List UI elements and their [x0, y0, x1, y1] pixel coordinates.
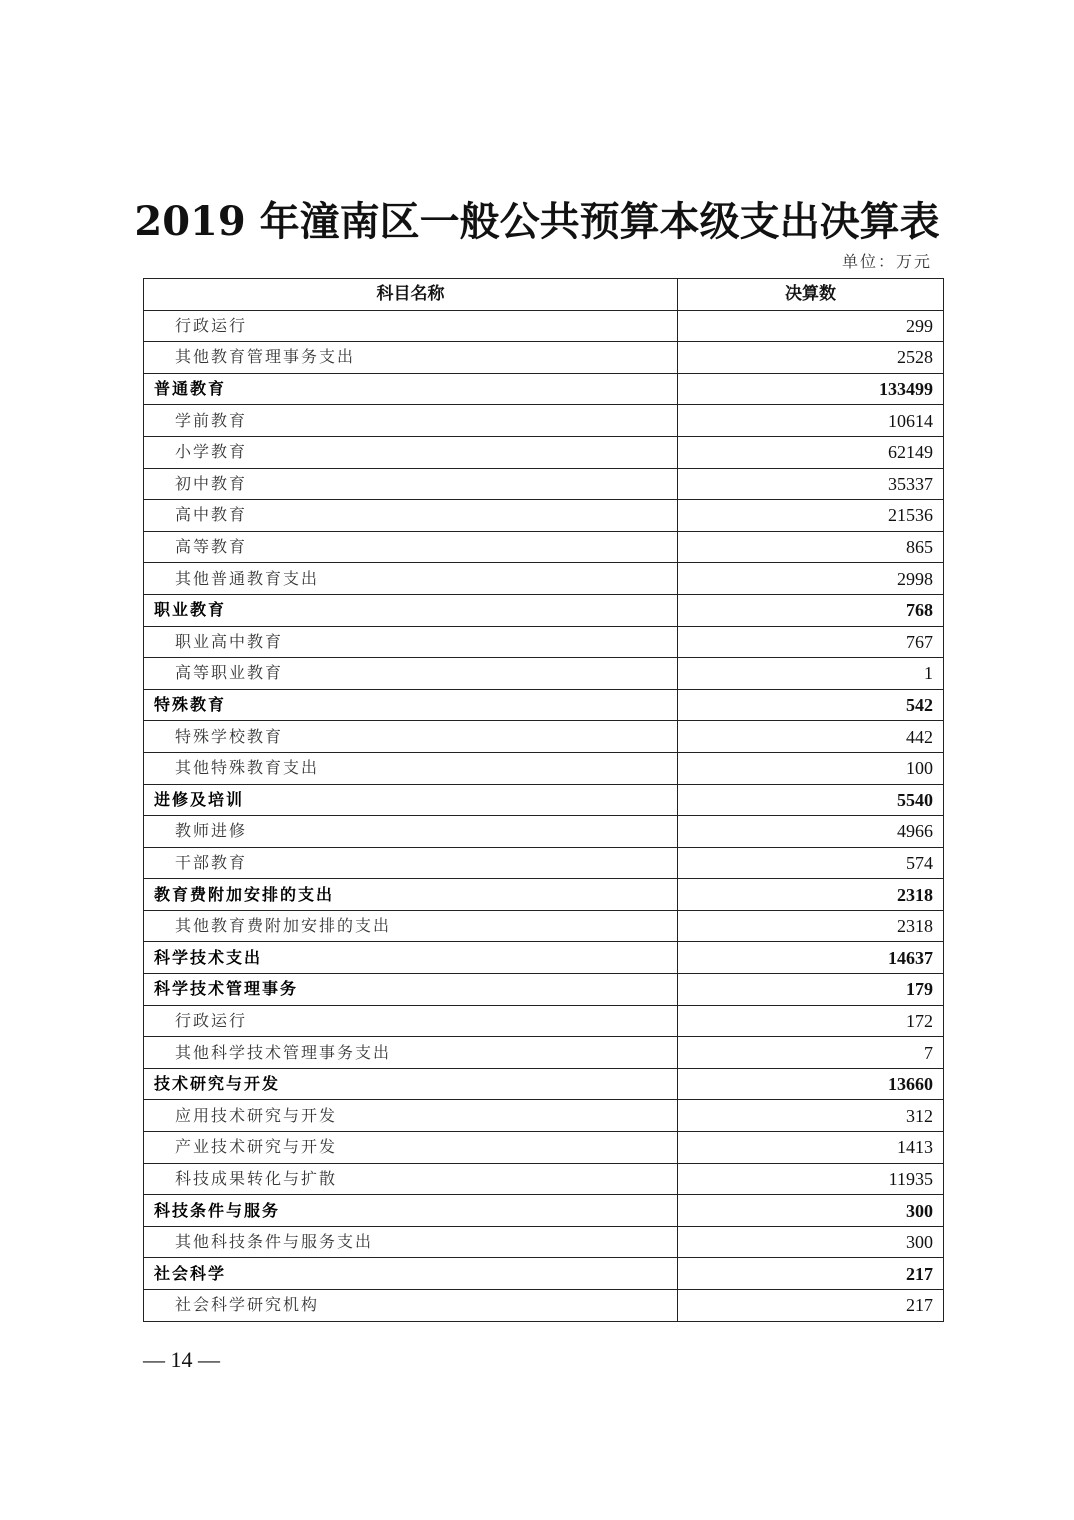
table-row — [144, 721, 944, 753]
table-row — [144, 310, 944, 342]
table-row — [144, 879, 944, 911]
amount-cell: 542 — [678, 689, 944, 721]
table-row — [144, 910, 944, 942]
subject-name-cell: 科技成果转化与扩散 — [144, 1163, 678, 1195]
amount-cell: 574 — [678, 847, 944, 879]
subject-name-cell: 技术研究与开发 — [144, 1068, 678, 1100]
subject-name-cell: 其他普通教育支出 — [144, 563, 678, 595]
subject-name-cell: 其他教育费附加安排的支出 — [144, 910, 678, 942]
table-row — [144, 626, 944, 658]
amount-cell: 11935 — [678, 1163, 944, 1195]
table-row — [144, 816, 944, 848]
amount-cell: 2998 — [678, 563, 944, 595]
budget-table — [143, 278, 944, 1322]
subject-name-cell: 进修及培训 — [144, 784, 678, 816]
table-row — [144, 531, 944, 563]
subject-name-cell: 社会科学 — [144, 1258, 678, 1290]
page-title: 2019 年潼南区一般公共预算本级支出决算表 — [134, 198, 940, 245]
table-row — [144, 1100, 944, 1132]
table-row — [144, 1132, 944, 1164]
table-row — [144, 373, 944, 405]
table-row — [144, 752, 944, 784]
subject-name-cell: 社会科学研究机构 — [144, 1290, 678, 1322]
amount-cell: 10614 — [678, 405, 944, 437]
table-row — [144, 594, 944, 626]
amount-cell: 2318 — [678, 910, 944, 942]
column-header-subject: 科目名称 — [144, 279, 678, 311]
table-row — [144, 658, 944, 690]
amount-cell: 2318 — [678, 879, 944, 911]
amount-cell: 217 — [678, 1258, 944, 1290]
amount-cell: 179 — [678, 974, 944, 1006]
table-header-row — [144, 279, 944, 311]
amount-cell: 100 — [678, 752, 944, 784]
amount-cell: 767 — [678, 626, 944, 658]
table-row — [144, 405, 944, 437]
subject-name-cell: 高等教育 — [144, 531, 678, 563]
column-header-amount: 决算数 — [678, 279, 944, 311]
subject-name-cell: 特殊教育 — [144, 689, 678, 721]
amount-cell: 13660 — [678, 1068, 944, 1100]
amount-cell: 14637 — [678, 942, 944, 974]
amount-cell: 768 — [678, 594, 944, 626]
subject-name-cell: 行政运行 — [144, 1005, 678, 1037]
table-row — [144, 974, 944, 1006]
table-row — [144, 1163, 944, 1195]
subject-name-cell: 教师进修 — [144, 816, 678, 848]
subject-name-cell: 其他特殊教育支出 — [144, 752, 678, 784]
subject-name-cell: 应用技术研究与开发 — [144, 1100, 678, 1132]
subject-name-cell: 初中教育 — [144, 468, 678, 500]
table-row — [144, 563, 944, 595]
subject-name-cell: 其他教育管理事务支出 — [144, 342, 678, 374]
amount-cell: 2528 — [678, 342, 944, 374]
amount-cell: 4966 — [678, 816, 944, 848]
table-row — [144, 784, 944, 816]
subject-name-cell: 科学技术支出 — [144, 942, 678, 974]
amount-cell: 1413 — [678, 1132, 944, 1164]
subject-name-cell: 普通教育 — [144, 373, 678, 405]
subject-name-cell: 其他科技条件与服务支出 — [144, 1226, 678, 1258]
subject-name-cell: 教育费附加安排的支出 — [144, 879, 678, 911]
subject-name-cell: 科学技术管理事务 — [144, 974, 678, 1006]
amount-cell: 35337 — [678, 468, 944, 500]
table-row — [144, 1226, 944, 1258]
amount-cell: 865 — [678, 531, 944, 563]
subject-name-cell: 高中教育 — [144, 500, 678, 532]
subject-name-cell: 小学教育 — [144, 436, 678, 468]
table-row — [144, 468, 944, 500]
subject-name-cell: 职业教育 — [144, 594, 678, 626]
subject-name-cell: 特殊学校教育 — [144, 721, 678, 753]
subject-name-cell: 产业技术研究与开发 — [144, 1132, 678, 1164]
amount-cell: 1 — [678, 658, 944, 690]
table-row — [144, 1068, 944, 1100]
subject-name-cell: 其他科学技术管理事务支出 — [144, 1037, 678, 1069]
table-row — [144, 847, 944, 879]
amount-cell: 217 — [678, 1290, 944, 1322]
subject-name-cell: 科技条件与服务 — [144, 1195, 678, 1227]
subject-name-cell: 干部教育 — [144, 847, 678, 879]
table-row — [144, 1290, 944, 1322]
table-row — [144, 1258, 944, 1290]
amount-cell: 7 — [678, 1037, 944, 1069]
table-row — [144, 1037, 944, 1069]
subject-name-cell: 行政运行 — [144, 310, 678, 342]
table-body — [144, 310, 944, 1321]
table-row — [144, 1195, 944, 1227]
table-row — [144, 500, 944, 532]
page-number: — 14 — — [143, 1347, 220, 1372]
amount-cell: 442 — [678, 721, 944, 753]
amount-cell: 133499 — [678, 373, 944, 405]
subject-name-cell: 高等职业教育 — [144, 658, 678, 690]
table-row — [144, 942, 944, 974]
amount-cell: 21536 — [678, 500, 944, 532]
amount-cell: 299 — [678, 310, 944, 342]
amount-cell: 172 — [678, 1005, 944, 1037]
table-row — [144, 1005, 944, 1037]
subject-name-cell: 学前教育 — [144, 405, 678, 437]
table-row — [144, 436, 944, 468]
amount-cell: 300 — [678, 1195, 944, 1227]
table-row — [144, 342, 944, 374]
amount-cell: 62149 — [678, 436, 944, 468]
amount-cell: 300 — [678, 1226, 944, 1258]
amount-cell: 312 — [678, 1100, 944, 1132]
subject-name-cell: 职业高中教育 — [144, 626, 678, 658]
table-row — [144, 689, 944, 721]
amount-cell: 5540 — [678, 784, 944, 816]
unit-label: 单位：万元 — [841, 252, 932, 271]
